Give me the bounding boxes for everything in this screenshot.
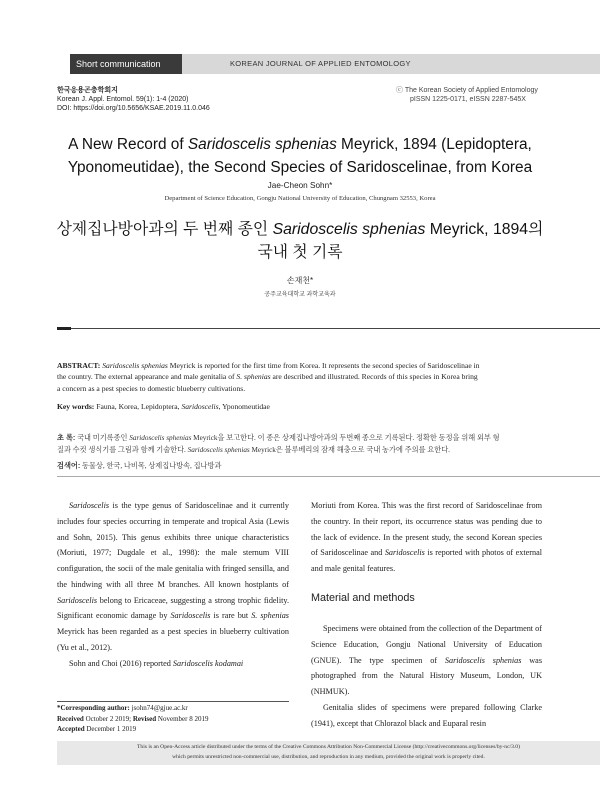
korean-keywords: 검색어: 동물상, 한국, 나비목, 상제집나방속, 집나방과: [57, 461, 222, 470]
license-footer: This is an Open-Access article distributed under the terms of the Creative Commons Attribution Non-Commercial License (http://creativecommons.org/licenses/by-nc/3.0) which permits unrestricted non-commercial use, distribution, and reproduction in any medium, provided the original work is properly cited.: [57, 741, 600, 765]
copyright: ⓒ The Korean Society of Applied Entomology: [396, 87, 538, 94]
paragraph: Moriuti from Korea. This was the first record of Saridoscelinae from the country. In their report, its occurrence status was pending due to the lack of evidence. In the present study, the second Korean species of Saridoscelinae and Saridoscelis is reported with photos of external and male genital features.: [311, 501, 542, 573]
author-en: Jae-Cheon Sohn*: [267, 181, 333, 190]
paragraph: Sohn and Choi (2016) reported Saridoscelis kodamai: [69, 658, 244, 668]
section-rule-accent: [57, 327, 71, 330]
section-rule: [71, 328, 600, 329]
footnote: *Corresponding author: jsohn74@gjue.ac.kr Received October 2 2019; Revised November 8 2019 Accepted December 1 2019: [57, 704, 209, 734]
abstract: ABSTRACT: Saridoscelis sphenias Meyrick is reported for the first time from Korea. It represents the second species of Saridoscelinae in the country. The external appearance and male genitalia of S. sphenias are described and illustrated. Records of this species in Korea bring a concern as a pest species to domestic blueberry cultivations.: [57, 361, 480, 393]
body-column-left: [57, 498, 289, 671]
copyright-block: [396, 86, 538, 104]
doi-link[interactable]: DOI: https://doi.org/10.5656/KSAE.2019.11.0.046: [57, 105, 210, 112]
affiliation-en: Department of Science Education, Gongju National University of Education, Chungnam 32553, Korea: [164, 195, 436, 202]
citation: Korean J. Appl. Entomol. 59(1): 1-4 (2020): [57, 96, 189, 103]
article-title-en: A New Record of Saridoscelis sphenias Meyrick, 1894 (Lepidoptera, Yponomeutidae), the Second Species of Saridoscelinae, from Korea: [67, 136, 533, 176]
keywords: Key words: Fauna, Korea, Lepidoptera, Saridoscelis, Yponomeutidae: [57, 402, 270, 411]
section-heading: Material and methods: [311, 592, 415, 604]
abstract-divider: [57, 476, 600, 477]
corresponding-email[interactable]: jsohn74@gjue.ac.kr: [129, 704, 188, 712]
affiliation-ko: 공주교육대학교 과학교육과: [264, 292, 336, 298]
author-ko: 손재천*: [286, 276, 314, 285]
paragraph: Genitalia slides of specimens were prepared following Clarke (1941), except that Chlorazol black and Euparal resin: [311, 702, 542, 728]
citation-block: [57, 86, 210, 113]
journal-name-ko: 한국응용곤충학회지: [57, 87, 118, 94]
journal-name: KOREAN JOURNAL OF APPLIED ENTOMOLOGY: [230, 59, 411, 68]
paragraph: Specimens were obtained from the collection of the Department of Science Education, Gongju National University of Education (GNUE). The type specimen of Saridoscelis sphenias was photographed from the Natural History Museum, London, UK (NHMUK).: [311, 624, 543, 696]
article-title-ko: 상제집나방아과의 두 번째 종인 Saridoscelis sphenias Meyrick, 1894의 국내 첫 기록: [56, 221, 544, 261]
issn: pISSN 1225-0171, eISSN 2287-545X: [410, 96, 526, 103]
korean-abstract: 초 록: 국내 미기록종인 Saridoscelis sphenias Meyrick을 보고한다. 이 종은 상제집나방아과의 두번째 종으로 기록된다. 정확한 동정을 위해 외부 형 질과 수컷 생식기를 그림과 함께 기술한다. Saridoscelis sphenias Meyrick은 블루베리의 잠재 해충으로 국내 농가에 주의를 요한다.: [57, 433, 500, 454]
paragraph: Saridoscelis is the type genus of Saridoscelinae and it currently includes four species occurring in temperate and tropical Asia (Lewis and Sohn, 2015). This genus exhibits three unique characteristics (Moriuti, 1977; Dugdale et al., 1998): the male sternum VIII configuration, the socii of the male genitalia with fringed sensilla, and the hindwing with all three M branches. All known hostplants of Saridoscelis belong to Ericaceae, suggesting a strong trophic fidelity. Significant economic damage by Saridoscelis is rare but S. sphenias Meyrick has been regarded as a pest species in blueberry cultivation (Yu et al., 2012).: [57, 501, 289, 652]
journal-header-bar: [70, 54, 600, 74]
article-type-label: Short communication: [70, 54, 182, 74]
footnote-rule: [57, 701, 289, 702]
body-column-right-lower: [311, 621, 542, 731]
body-column-right: [311, 498, 542, 577]
